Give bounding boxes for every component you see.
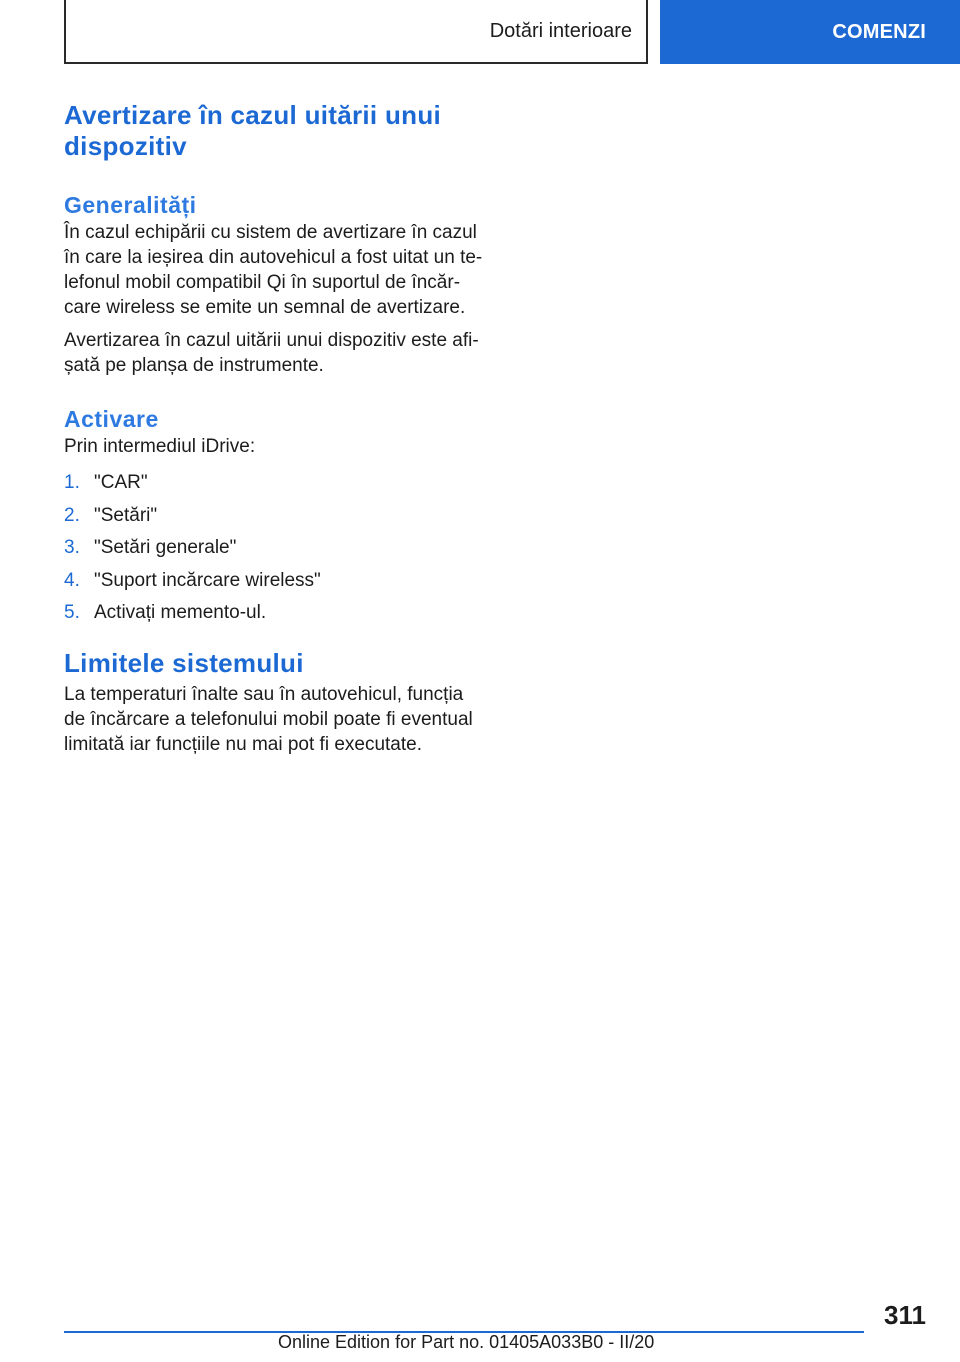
main-content: [64, 100, 484, 757]
step-text: "Suport incărcare wireless": [94, 569, 321, 591]
section-heading-limits: Limitele sistemului: [64, 647, 304, 678]
list-item: [64, 600, 484, 633]
step-text: "Setări": [94, 504, 158, 526]
footer-edition: Online Edition for Part no. 01405A033B0 - II/20: [278, 1332, 655, 1352]
header-chapter-tab[interactable]: [660, 0, 960, 64]
activation-intro: Prin intermediul iDrive:: [64, 436, 256, 457]
text-line: de încărcare a telefonului mobil poate fi eventual: [64, 708, 473, 730]
header-section-title: Dotări interioare: [489, 19, 632, 42]
header-chapter-label: COMENZI: [832, 20, 926, 43]
text-line: limitată iar funcțiile nu mai pot fi executate.: [64, 733, 423, 755]
text-line: Avertizarea în cazul uitării unui dispozitiv este afi‐: [64, 330, 479, 351]
page-number: 311: [884, 1300, 926, 1330]
list-item: [64, 470, 484, 503]
text-line: lefonul mobil compatibil Qi în suportul de încăr‐: [64, 272, 461, 293]
text-line: În cazul echipării cu sistem de avertizare în cazul: [64, 222, 477, 243]
step-text: "Setări generale": [94, 537, 237, 558]
step-number: 1.: [64, 472, 80, 493]
step-text: "CAR": [94, 472, 148, 493]
text-line: șată pe planșa de instrumente.: [64, 355, 324, 376]
step-number: 2.: [64, 504, 80, 526]
activation-steps: [64, 470, 484, 633]
step-number: 5.: [64, 602, 80, 623]
general-paragraph-2: [64, 328, 484, 378]
page-title-line1: Avertizare în cazul uitării unui: [64, 100, 442, 130]
page-title-line2: dispozitiv: [64, 131, 187, 161]
list-item: [64, 535, 484, 568]
section-heading-activation: Activare: [64, 406, 159, 432]
list-item: [64, 503, 484, 536]
text-line: La temperaturi înalte sau în autovehicul, funcția: [64, 683, 464, 705]
text-line: în care la ieșirea din autovehicul a fost uitat un te‐: [64, 247, 483, 268]
limits-paragraph: [64, 682, 484, 757]
text-line: care wireless se emite un semnal de avertizare.: [64, 297, 466, 318]
step-number: 4.: [64, 569, 80, 591]
section-heading-general: Generalități: [64, 192, 197, 218]
step-number: 3.: [64, 537, 80, 558]
header-section: [64, 0, 648, 64]
list-item: [64, 568, 484, 601]
step-text: Activați memento-ul.: [94, 602, 267, 623]
page-title: [64, 100, 484, 162]
general-paragraph-1: [64, 220, 484, 320]
